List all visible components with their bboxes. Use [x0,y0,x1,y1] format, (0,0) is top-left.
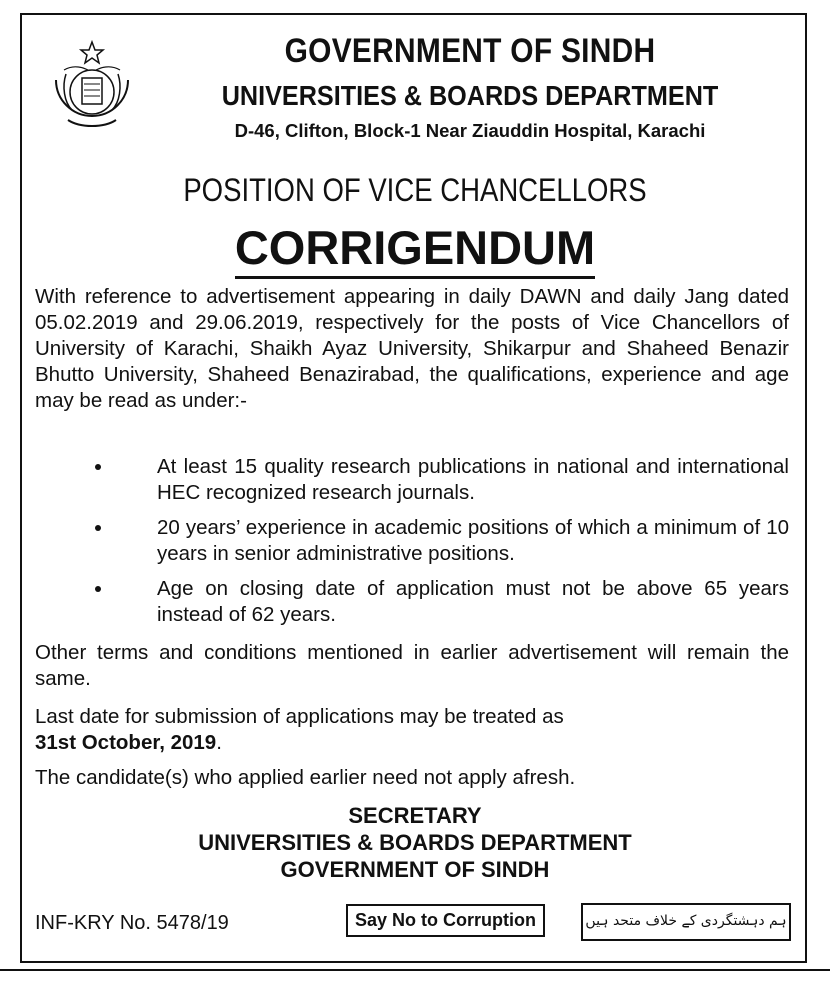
urdu-slogan: ہم دہشتگردی کے خلاف متحد ہیں [581,903,791,941]
signatory-title: SECRETARY [348,803,482,828]
corrigendum-title [30,220,800,275]
department-heading: UNIVERSITIES & BOARDS DEPARTMENT [221,80,719,111]
sindh-government-emblem-icon [44,40,140,136]
last-date-paragraph [35,704,789,756]
bullet-icon [95,586,101,592]
corrigendum-label: CORRIGENDUM [235,221,595,279]
list-item [35,515,789,567]
signatory-department: UNIVERSITIES & BOARDS DEPARTMENT [198,830,632,855]
last-date-suffix: . [216,731,222,754]
intro-paragraph: With reference to advertisement appearing in daily DAWN and daily Jang dated 05.02.2019 and 29.06.2019, respectively for the posts of Vice Chancellors of University of Karachi, Shaikh Ayaz University, Shikarpur and Shaheed Benazir Bhutto University, Shaheed Benazirabad, the qualifications, experience and age may be read as under:- [35,285,789,412]
government-heading: GOVERNMENT OF SINDH [284,32,656,70]
list-item [35,576,789,628]
bullet-icon [95,525,101,531]
other-terms-paragraph: Other terms and conditions mentioned in earlier advertisement will remain the same. [35,641,789,690]
divider [0,969,830,971]
last-date: 31st October, 2019 [35,731,217,754]
inf-number: INF-KRY No. 5478/19 [35,912,229,934]
candidates-note: The candidate(s) who applied earlier need not apply afresh. [35,766,576,789]
anti-corruption-slogan: Say No to Corruption [346,904,545,937]
requirements-list [35,454,789,637]
last-date-text: Last date for submission of applications may be treated as [35,705,564,728]
bullet-icon [95,464,101,470]
position-title: POSITION OF VICE CHANCELLORS [183,172,647,208]
list-item [35,454,789,506]
list-item-text: At least 15 quality research publications in national and international HEC recognized research journals. [157,455,789,504]
list-item-text: 20 years’ experience in academic positions of which a minimum of 10 years in senior administrative positions. [157,516,789,565]
address: D-46, Clifton, Block-1 Near Ziauddin Hospital, Karachi [234,120,706,141]
list-item-text: Age on closing date of application must not be above 65 years instead of 62 years. [157,577,789,626]
signatory-government: GOVERNMENT OF SINDH [280,857,550,882]
